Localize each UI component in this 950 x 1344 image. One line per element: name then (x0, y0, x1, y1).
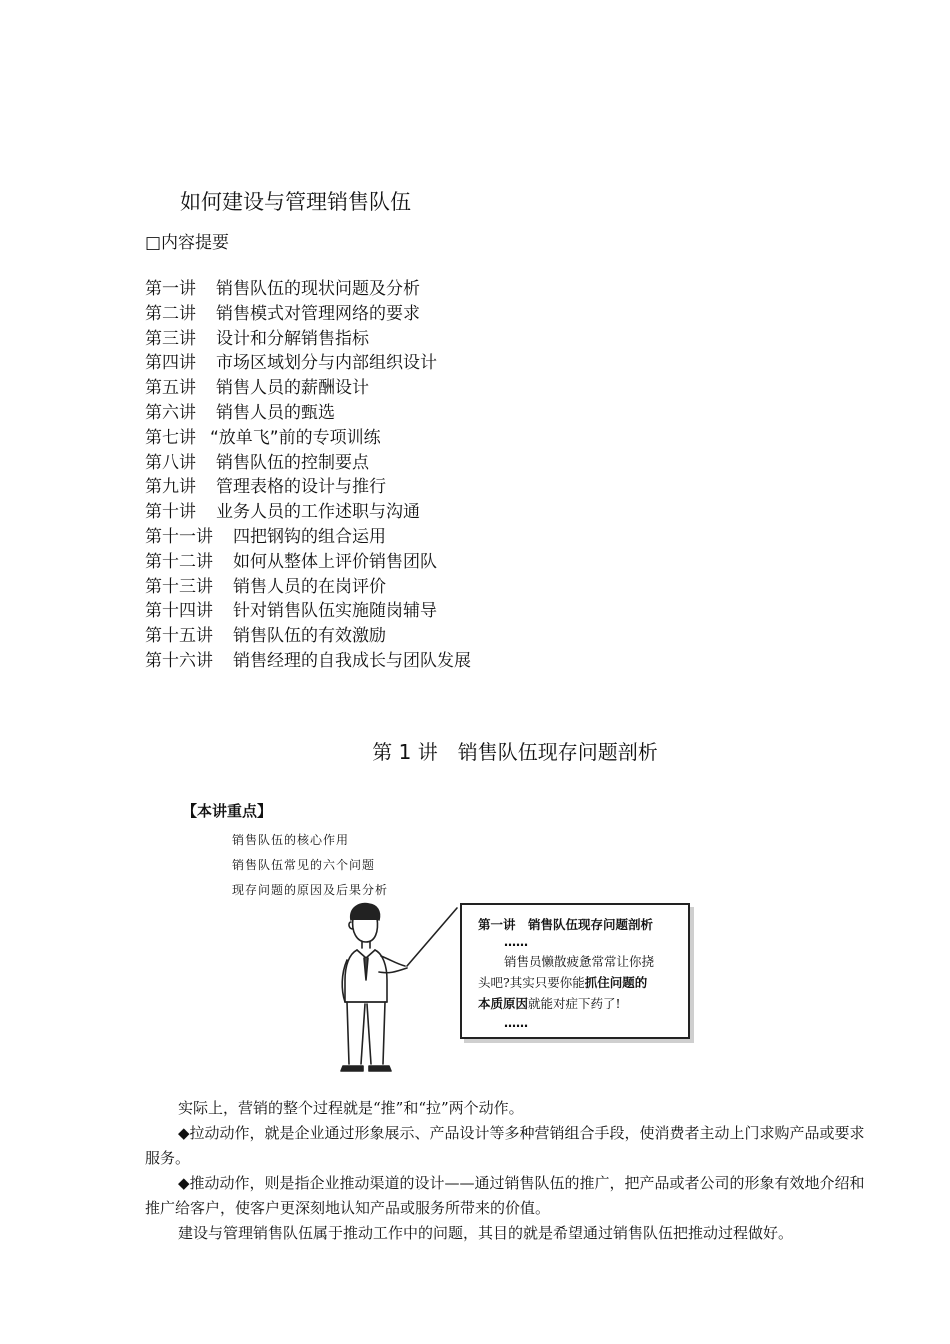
lecture-title: 第 1 讲 销售队伍现存问题剖析 (372, 740, 658, 764)
board-line-2-bold: 抓住问题的 (584, 975, 648, 990)
paragraph: ◆拉动动作，就是企业通过形象展示、产品设计等多种营销组合手段，使消费者主动上门求购产品或要求服务。 (145, 1124, 865, 1167)
focus-item: 销售队伍的核心作用 (232, 833, 350, 847)
board-line-3-bold: 本质原因 (478, 996, 529, 1011)
focus-item: 销售队伍常见的六个问题 (232, 858, 376, 872)
toc-item (145, 327, 471, 352)
toc-text: 市场区域划分与内部组织设计 (216, 353, 437, 374)
toc-item (145, 401, 471, 426)
toc-number: 第九讲 (145, 477, 196, 498)
toc-number: 第十四讲 (145, 601, 213, 622)
toc-number: 第十五讲 (145, 626, 213, 647)
summary-label: □内容提要 (145, 233, 230, 253)
toc-text: “放单飞”前的专项训练 (210, 427, 381, 448)
toc-number: 第二讲 (145, 303, 196, 324)
toc-text: 业务人员的工作述职与沟通 (216, 502, 420, 523)
toc-number: 第六讲 (145, 402, 196, 423)
toc-text: 管理表格的设计与推行 (216, 477, 386, 498)
document-title: 如何建设与管理销售队伍 (180, 190, 411, 214)
toc-number: 第十三讲 (145, 576, 213, 597)
toc-number: 第十六讲 (145, 650, 213, 671)
toc-item (145, 475, 471, 500)
presenter-illustration (315, 898, 465, 1078)
toc-item (145, 302, 471, 327)
board-ellipsis-top: …… (504, 935, 528, 949)
presentation-board (460, 903, 690, 1039)
toc-text: 如何从整体上评价销售团队 (233, 551, 437, 572)
toc-item (145, 624, 471, 649)
focus-item: 现存问题的原因及后果分析 (232, 883, 389, 897)
toc-number: 第十一讲 (145, 526, 213, 547)
toc-item (145, 451, 471, 476)
toc-item (145, 500, 471, 525)
toc-text: 设计和分解销售指标 (216, 328, 369, 349)
toc-number: 第十讲 (145, 502, 196, 523)
toc-item (145, 599, 471, 624)
toc-number: 第四讲 (145, 353, 196, 374)
toc-item (145, 575, 471, 600)
toc-number: 第八讲 (145, 452, 196, 473)
toc-text: 销售人员的甄选 (216, 402, 335, 423)
toc-number: 第三讲 (145, 328, 196, 349)
focus-title: 【本讲重点】 (182, 802, 273, 820)
toc-text: 销售队伍的有效激励 (233, 626, 386, 647)
board-ellipsis-bottom: …… (504, 1016, 528, 1030)
toc-text: 四把钢钩的组合运用 (233, 526, 386, 547)
toc-number: 第五讲 (145, 378, 196, 399)
board-line-2 (478, 972, 674, 993)
board-text (478, 951, 674, 1014)
board-line-3 (478, 993, 674, 1014)
toc-item (145, 550, 471, 575)
toc-text: 针对销售队伍实施随岗辅导 (233, 601, 437, 622)
board-line-3-text: 就能对症下药了! (528, 996, 621, 1011)
board-line-1: 销售员懒散疲惫常常让你挠 (504, 954, 655, 969)
toc-text: 销售人员的在岗评价 (233, 576, 386, 597)
toc-text: 销售人员的薪酬设计 (216, 378, 369, 399)
toc-item (145, 351, 471, 376)
toc-item (145, 426, 471, 451)
toc-number: 第一讲 (145, 279, 196, 299)
toc-text: 销售经理的自我成长与团队发展 (233, 650, 471, 671)
toc-item (145, 277, 471, 302)
board-line-2-text: 头吧?其实只要你能 (478, 975, 585, 990)
toc-text: 销售队伍的控制要点 (216, 452, 369, 473)
toc-number: 第七讲 (145, 427, 196, 448)
paragraph: 建设与管理销售队伍属于推动工作中的问题，其目的就是希望通过销售队伍把推动过程做好。 (178, 1224, 794, 1242)
paragraph: 实际上，营销的整个过程就是“推”和“拉”两个动作。 (178, 1099, 524, 1117)
toc-item (145, 649, 471, 674)
toc-text: 销售模式对管理网络的要求 (216, 303, 420, 324)
focus-list (232, 828, 388, 903)
toc-item (145, 525, 471, 550)
toc-text: 销售队伍的现状问题及分析 (216, 279, 420, 299)
paragraph: ◆推动动作，则是指企业推动渠道的设计——通过销售队伍的推广，把产品或者公司的形象有效地介绍和推广给客户，使客户更深刻地认知产品或服务所带来的价值。 (145, 1174, 865, 1217)
table-of-contents (145, 277, 471, 674)
board-title: 第一讲 销售队伍现存问题剖析 (478, 917, 654, 932)
toc-item (145, 376, 471, 401)
toc-number: 第十二讲 (145, 551, 213, 572)
body-text (145, 1096, 865, 1246)
